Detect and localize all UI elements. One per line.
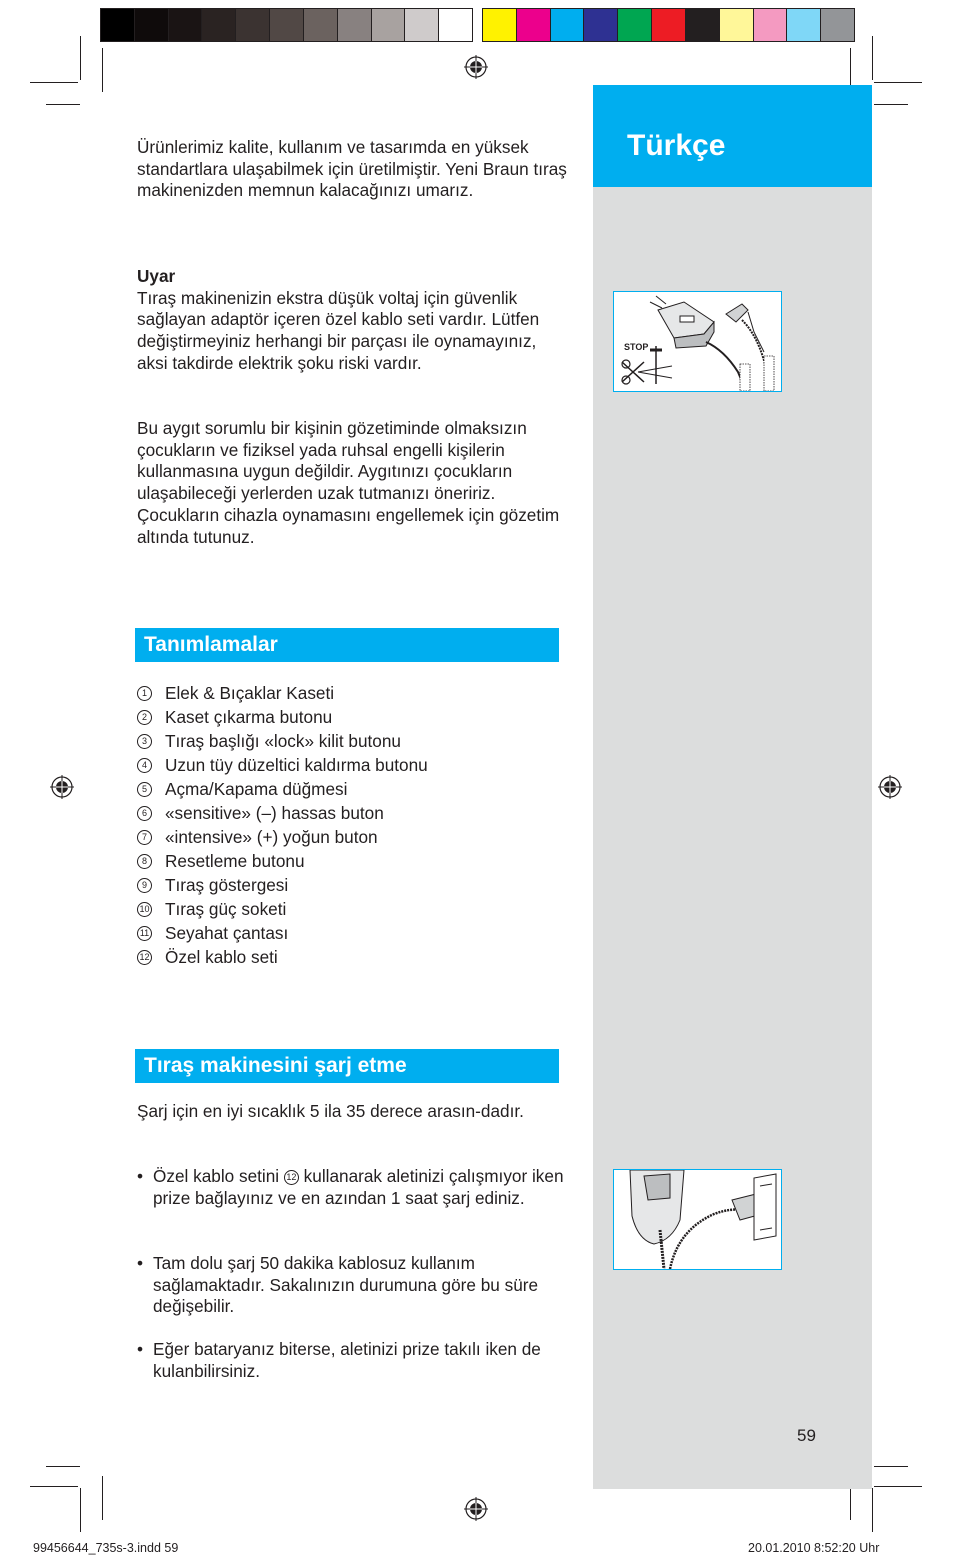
part-number-badge: 2	[137, 710, 152, 725]
list-item	[137, 705, 567, 729]
descriptions-section-header	[135, 628, 559, 662]
part-number-badge: 3	[137, 734, 152, 749]
part-number-badge: 10	[137, 902, 152, 917]
list-item	[137, 849, 567, 873]
part-number-badge: 12	[284, 1170, 299, 1185]
crop-mark	[46, 104, 80, 105]
bullet-icon: •	[137, 1166, 144, 1186]
color-swatch	[786, 8, 821, 42]
list-item	[137, 873, 567, 897]
shaver-plug-icon	[614, 1170, 781, 1269]
list-item	[137, 729, 567, 753]
safety-paragraph: Bu aygıt sorumlu bir kişinin gözetiminde olmaksızın çocukların ve fiziksel yada ruhsal engelli kişilerin kullanmasına uygun değildir. Aygıtınızı çocukların ulaşabileceği yerlerden uzak tutmanızı öneririz. Çocukların cihazla oynamasını engellemek için gözetim altında tutunuz.	[137, 418, 560, 547]
part-label: «sensitive» (–) hassas buton	[165, 802, 384, 823]
color-swatch	[820, 8, 855, 42]
part-number-badge: 1	[137, 686, 152, 701]
list-item	[137, 1166, 567, 1209]
warning-text: Tıraş makinenizin ekstra düşük voltaj için güvenlik sağlayan adaptör içeren özel kablo seti vardır. Lütfen değiştirmeyiniz herhangi bir parçası ile oynamayınız, aksi takdirde elektrik şoku riski vardır.	[137, 287, 540, 373]
part-number-badge: 9	[137, 878, 152, 893]
part-label: Tıraş güç soketi	[165, 898, 287, 919]
grayscale-color-bar	[100, 8, 472, 42]
part-number-badge: 6	[137, 806, 152, 821]
list-item	[137, 897, 567, 921]
page-number: 59	[797, 1426, 816, 1445]
bullet-icon: •	[137, 1253, 144, 1273]
color-swatch	[303, 8, 338, 42]
registration-mark-icon	[464, 55, 488, 79]
crop-mark	[874, 1466, 908, 1467]
part-label: Açma/Kapama düğmesi	[165, 778, 348, 799]
charging-section-header	[135, 1049, 559, 1083]
part-label: Seyahat çantası	[165, 922, 289, 943]
crop-mark	[872, 36, 873, 80]
crop-mark	[102, 1476, 103, 1520]
registration-mark-icon	[464, 1497, 488, 1521]
section-title: Tıraş makinesini şarj etme	[144, 1054, 407, 1077]
registration-mark-icon	[50, 775, 74, 799]
list-item	[137, 1339, 567, 1382]
color-swatch	[753, 8, 788, 42]
intro-paragraph: Ürünlerimiz kalite, kullanım ve tasarımda en yüksek standartlara ulaşabilmek için üretilmiştir. Yeni Braun tıraş makinenizden memnun kalacağınızı umarız.	[137, 137, 567, 201]
color-swatch	[337, 8, 372, 42]
list-item	[137, 777, 567, 801]
color-swatch	[404, 8, 439, 42]
parts-list	[137, 681, 567, 969]
list-item	[137, 753, 567, 777]
list-item	[137, 921, 567, 945]
part-label: «intensive» (+) yoğun buton	[165, 826, 378, 847]
part-label: Tıraş başlığı «lock» kilit butonu	[165, 730, 401, 751]
part-label: Özel kablo seti	[165, 946, 278, 967]
color-swatch	[550, 8, 585, 42]
color-swatch	[134, 8, 169, 42]
part-number-badge: 5	[137, 782, 152, 797]
part-label: Elek & Bıçaklar Kaseti	[165, 682, 335, 703]
color-swatch	[235, 8, 270, 42]
cable-warning-illustration	[613, 291, 782, 392]
list-item	[137, 945, 567, 969]
color-swatch	[371, 8, 406, 42]
registration-mark-icon	[878, 775, 902, 799]
bullet-icon: •	[137, 1339, 144, 1359]
crop-mark	[30, 82, 78, 83]
list-item	[137, 1253, 567, 1318]
list-item	[137, 681, 567, 705]
crop-mark	[80, 1488, 81, 1532]
color-swatch	[719, 8, 754, 42]
part-number-badge: 11	[137, 926, 152, 941]
color-swatch	[617, 8, 652, 42]
list-item	[137, 801, 567, 825]
footer-timestamp: 20.01.2010 8:52:20 Uhr	[748, 1541, 880, 1555]
crop-mark	[874, 82, 922, 83]
part-label: Tıraş göstergesi	[165, 874, 289, 895]
bullet-text: Eğer bataryanız biterse, aletinizi prize takılı iken de kulanbilirsiniz.	[153, 1339, 541, 1381]
color-swatch	[482, 8, 517, 42]
crop-mark	[874, 104, 908, 105]
color-swatch	[201, 8, 236, 42]
section-title: Tanımlamalar	[144, 633, 278, 656]
color-swatch	[269, 8, 304, 42]
charging-illustration	[613, 1169, 782, 1270]
part-number-badge: 12	[137, 950, 152, 965]
crop-mark	[872, 1488, 873, 1532]
color-swatch	[651, 8, 686, 42]
warning-title: Uyar	[137, 266, 176, 286]
color-swatch	[168, 8, 203, 42]
crop-mark	[46, 1466, 80, 1467]
part-label: Kaset çıkarma butonu	[165, 706, 333, 727]
warning-block	[137, 266, 567, 375]
bullet-text: Özel kablo setini	[153, 1166, 280, 1186]
crop-mark	[102, 48, 103, 92]
color-swatch	[516, 8, 551, 42]
part-number-badge: 8	[137, 854, 152, 869]
color-swatch	[685, 8, 720, 42]
crop-mark	[80, 36, 81, 80]
charging-intro: Şarj için en iyi sıcaklık 5 ila 35 derece arasın-dadır.	[137, 1101, 524, 1121]
cmyk-color-bar	[482, 8, 854, 42]
part-number-badge: 4	[137, 758, 152, 773]
color-swatch	[583, 8, 618, 42]
bullet-text: kullanarak aletinizi çalışmıyor iken prize bağlayınız ve en azından 1 saat şarj ediniz.	[153, 1166, 564, 1208]
color-swatch	[100, 8, 135, 42]
color-swatch	[438, 8, 473, 42]
part-label: Uzun tüy düzeltici kaldırma butonu	[165, 754, 428, 775]
crop-mark	[874, 1486, 922, 1487]
language-title: Türkçe	[627, 129, 726, 162]
footer-file-info: 99456644_735s-3.indd 59	[33, 1541, 179, 1555]
plug-cable-icon	[614, 292, 781, 391]
bullet-text: Tam dolu şarj 50 dakika kablosuz kullanım sağlamaktadır. Sakalınızın durumuna göre bu süre değişebilir.	[153, 1253, 539, 1317]
part-number-badge: 7	[137, 830, 152, 845]
part-label: Resetleme butonu	[165, 850, 305, 871]
list-item	[137, 825, 567, 849]
stop-label: STOP	[624, 342, 649, 352]
crop-mark	[30, 1486, 78, 1487]
